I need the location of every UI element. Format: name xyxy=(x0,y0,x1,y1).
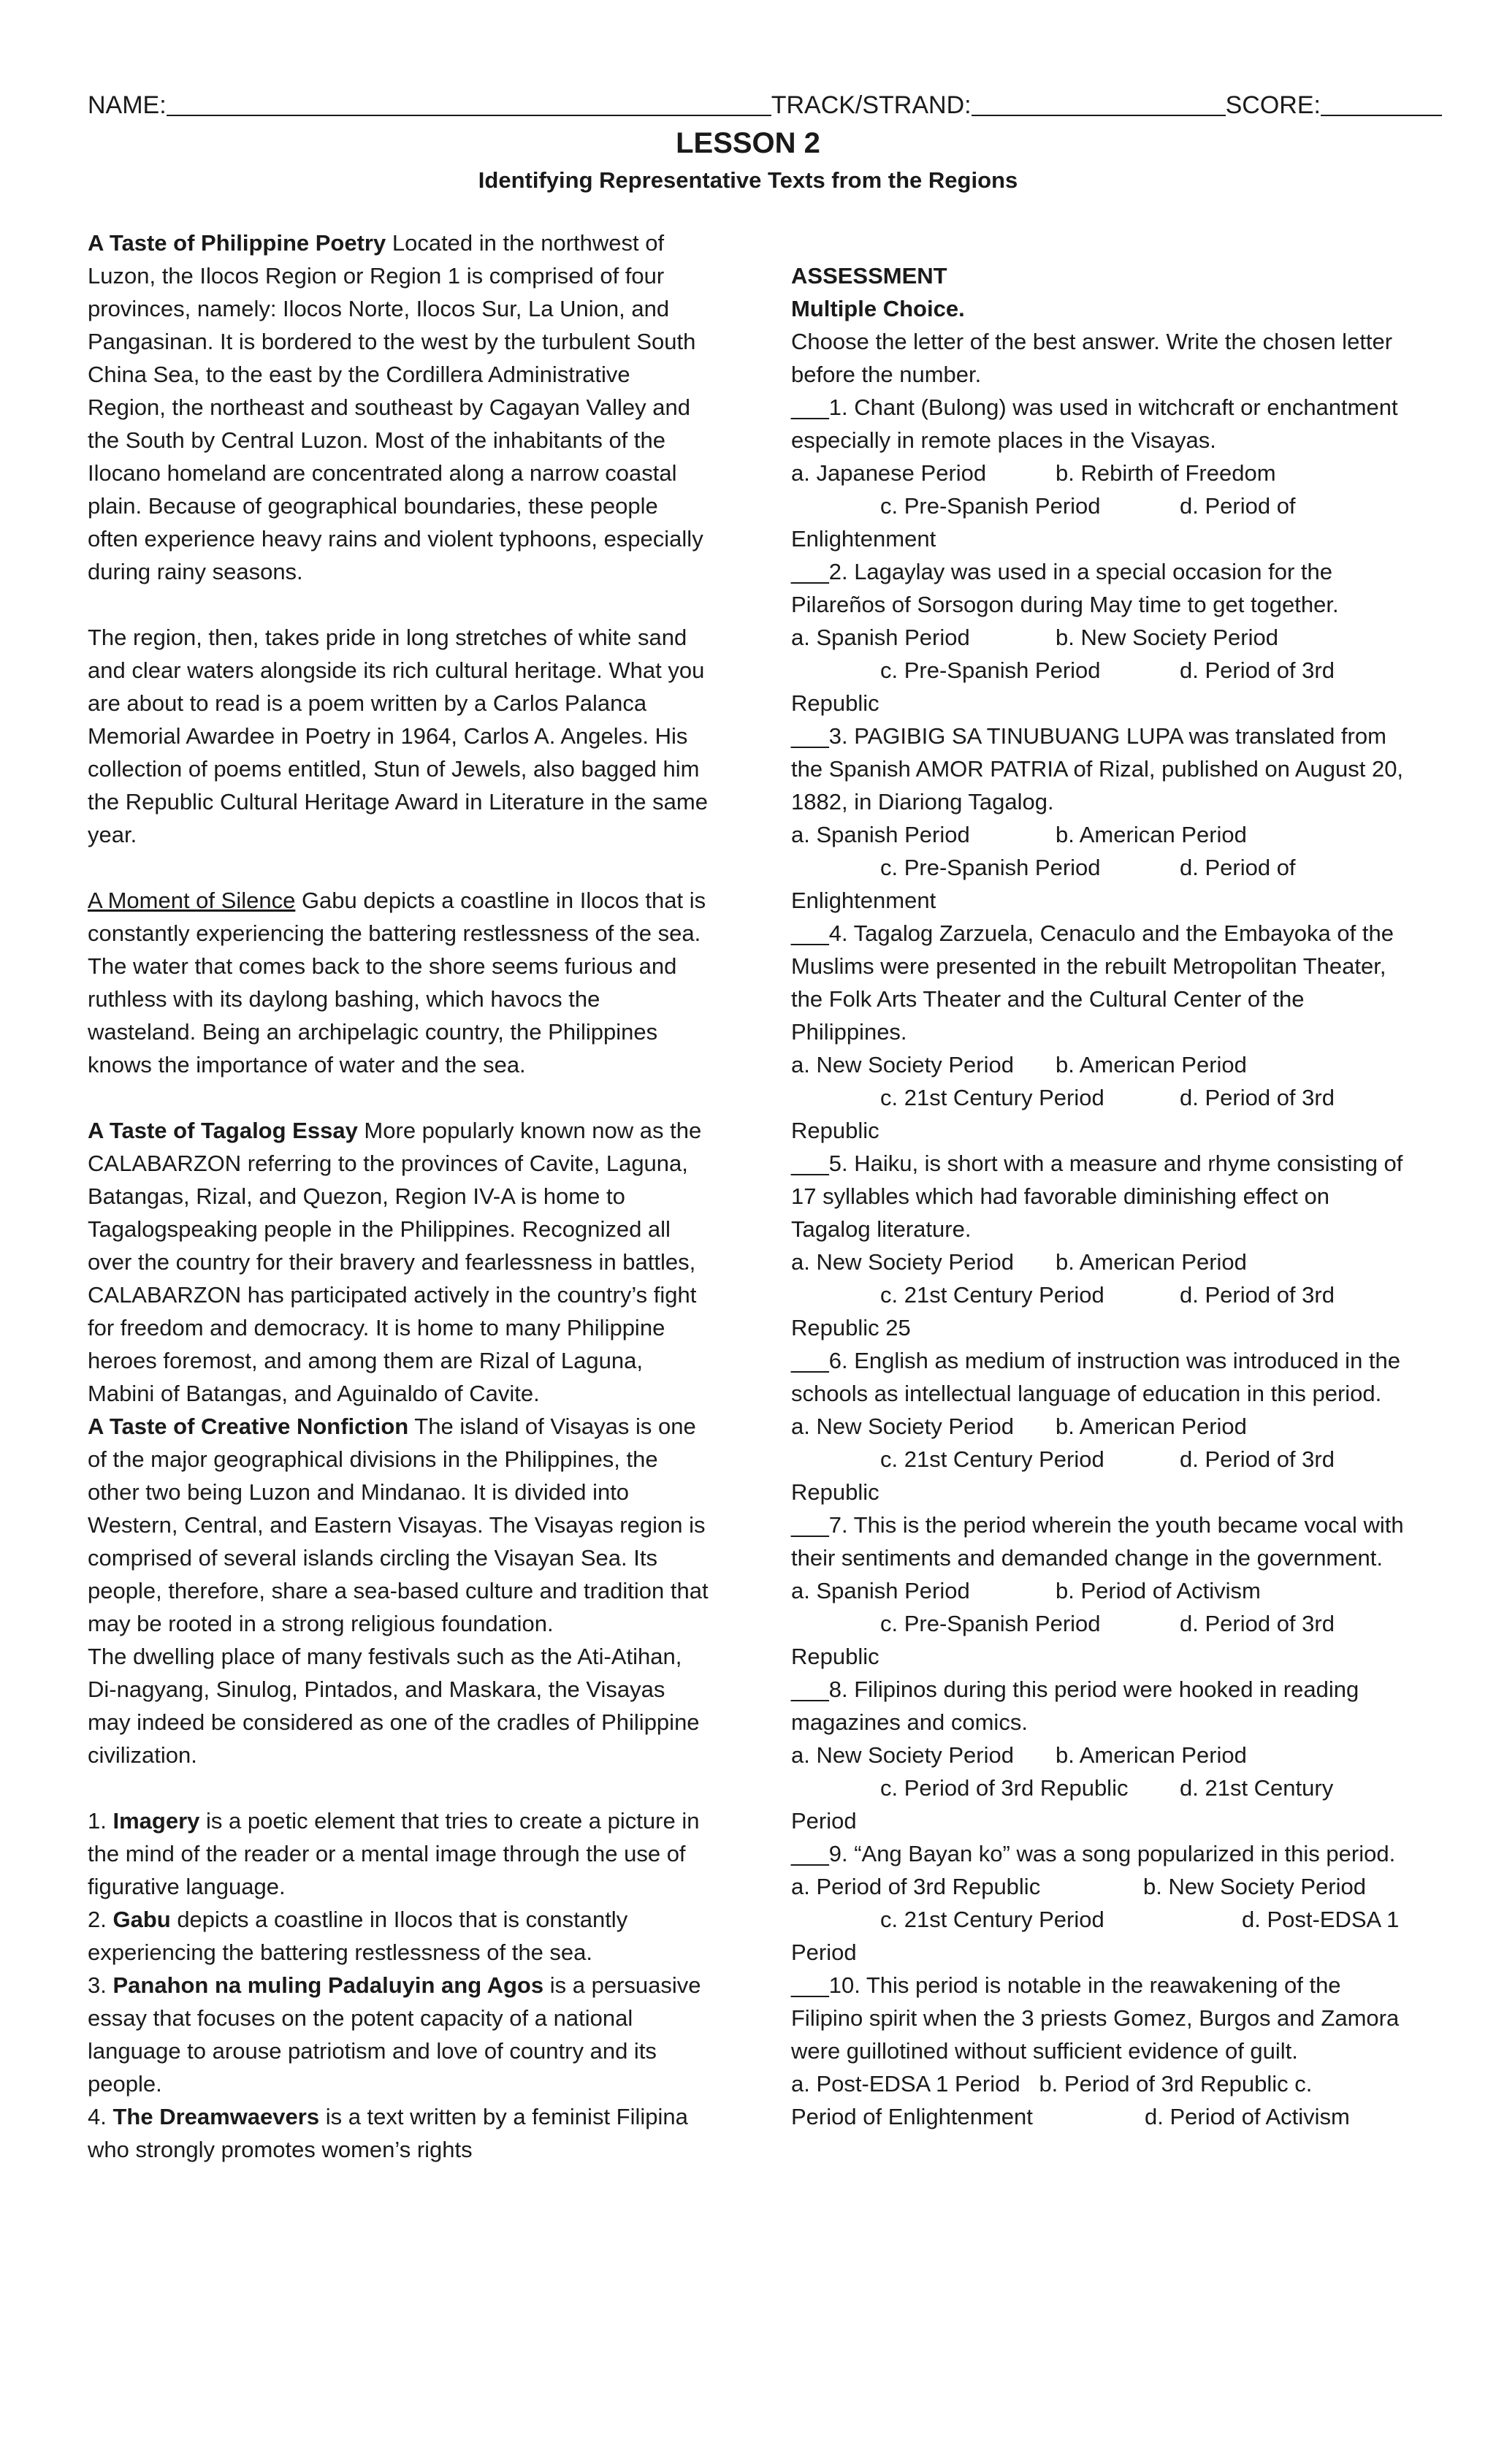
options-ab: a. New Society Period b. American Period xyxy=(791,1742,1247,1768)
essay-paragraph xyxy=(88,1114,709,1410)
poetry-text: Located in the northwest of Luzon, the Ilocos Region or Region 1 is comprised of four provinces, namely: Ilocos Norte, Ilocos Sur, La Union, and Pangasinan. It is bordered to the west by the turbulent South China Sea, to the east by the Cordillera Administrative Region, the northeast and southeast by Cagayan Valley and the South by Central Luzon. Most of the inhabitants of the Ilocano homeland are concentrated along a narrow coastal plain. Because of geographical boundaries, these people often experience heavy rains and violent typhoons, especially during rainy seasons. xyxy=(88,230,703,584)
question-6: ___6. English as medium of instruction was introduced in the schools as intellectual language of education in this period. a. New Society Period b. American Period c. 21st Century Period d. Period of 3rd Republic xyxy=(791,1344,1408,1508)
assessment-heading: ASSESSMENT xyxy=(791,263,947,289)
list-item: 3. Panahon na muling Padaluyin ang Agos is a persuasive essay that focuses on the potent capacity of a national language to arouse patriotism and love of country and its people. xyxy=(88,1972,701,2097)
moment-paragraph xyxy=(88,884,709,1081)
name-blank xyxy=(167,87,771,116)
question-3: ___3. PAGIBIG SA TINUBUANG LUPA was translated from the Spanish AMOR PATRIA of Rizal, published on August 20, 1882, in Diariong Tagalog. a. Spanish Period b. American Period c. Pre-Spanish Period d. Period of Enlightenment xyxy=(791,720,1408,917)
options-ab: a. Spanish Period b. New Society Period xyxy=(791,625,1278,650)
poetry-heading: A Taste of Philippine Poetry xyxy=(88,230,386,256)
options-cd: c. Pre-Spanish Period d. Period of xyxy=(880,855,1296,880)
options-ab: a. Japanese Period b. Rebirth of Freedom xyxy=(791,460,1276,486)
options-cd: c. 21st Century Period d. Period of 3rd xyxy=(880,1282,1335,1308)
question-text: ___5. Haiku, is short with a measure and rhyme consisting of 17 syllables which had favorable diminishing effect on Tagalog literature. xyxy=(791,1151,1403,1242)
options-ab: a. Period of 3rd Republic b. New Society Period xyxy=(791,1874,1366,1899)
question-text: ___4. Tagalog Zarzuela, Cenaculo and the Embayoka of the Muslims were presented in the rebuilt Metropolitan Theater, the Folk Arts Theater and the Cultural Center of the Philippines. xyxy=(791,920,1394,1045)
question-9: ___9. “Ang Bayan ko” was a song popularized in this period. a. Period of 3rd Republic b. New Society Period c. 21st Century Period d. Post-EDSA 1 Period xyxy=(791,1837,1408,1969)
question-text: ___10. This period is notable in the reawakening of the Filipino spirit when the 3 priests Gomez, Burgos and Zamora were guillotined without sufficient evidence of guilt. xyxy=(791,1972,1400,2064)
essay-heading: A Taste of Tagalog Essay xyxy=(88,1118,358,1143)
question-2: ___2. Lagaylay was used in a special occasion for the Pilareños of Sorsogon during May time to get together. a. Spanish Period b. New Society Period c. Pre-Spanish Period d. Period of 3rd Republic xyxy=(791,555,1408,720)
options-cd: c. 21st Century Period d. Period of 3rd xyxy=(880,1446,1335,1472)
track-label: TRACK/STRAND: xyxy=(771,91,972,119)
question-text: ___9. “Ang Bayan ko” was a song popularized in this period. xyxy=(791,1841,1396,1866)
question-4: ___4. Tagalog Zarzuela, Cenaculo and the Embayoka of the Muslims were presented in the rebuilt Metropolitan Theater, the Folk Arts Theater and the Cultural Center of the Philippines. a. New Society Period b. American Period c. 21st Century Period d. Period of 3rd Republic xyxy=(791,917,1408,1147)
question-text: ___7. This is the period wherein the youth became vocal with their sentiments and demanded change in the government. xyxy=(791,1512,1404,1571)
question-10 xyxy=(791,1969,1408,2133)
question-text: ___2. Lagaylay was used in a special occasion for the Pilareños of Sorsogon during May time to get together. xyxy=(791,559,1339,617)
list-item: 1. Imagery is a poetic element that tries to create a picture in the mind of the reader or a mental image through the use of figurative language. xyxy=(88,1808,700,1899)
list-item: 4. The Dreamwaevers is a text written by a feminist Filipina who strongly promotes women’s rights xyxy=(88,2104,688,2162)
multiple-choice-heading: Multiple Choice. xyxy=(791,296,965,321)
options-cd: c. Pre-Spanish Period d. Period of 3rd xyxy=(880,1611,1335,1636)
question-5: ___5. Haiku, is short with a measure and rhyme consisting of 17 syllables which had favorable diminishing effect on Tagalog literature. a. New Society Period b. American Period c. 21st Century Period d. Period of 3rd Republic 25 xyxy=(791,1147,1408,1344)
lesson-title: LESSON 2 xyxy=(676,127,820,159)
question-7: ___7. This is the period wherein the youth became vocal with their sentiments and demanded change in the government. a. Spanish Period b. Period of Activism c. Pre-Spanish Period d. Period of 3rd Republic xyxy=(791,1508,1408,1673)
question-text: ___8. Filipinos during this period were hooked in reading magazines and comics. xyxy=(791,1677,1359,1735)
poetry-paragraph-2: The region, then, takes pride in long stretches of white sand and clear waters alongside its rich cultural heritage. What you are about to read is a poem written by a Carlos Palanca Memorial Awardee in Poetry in 1964, Carlos A. Angeles. His collection of poems entitled, Stun of Jewels, also bagged him the Republic Cultural Heritage Award in Literature in the same year. xyxy=(88,625,708,847)
summary-list xyxy=(88,1804,709,2166)
options-cd: c. 21st Century Period d. Period of 3rd xyxy=(880,1085,1335,1110)
options-line-1: a. Post-EDSA 1 Period b. Period of 3rd Republic c. xyxy=(791,2071,1313,2097)
options-cd: c. Pre-Spanish Period d. Period of 3rd xyxy=(880,657,1335,683)
nonfiction-paragraph-2: The dwelling place of many festivals such as the Ati-Atihan, Di-nagyang, Sinulog, Pintados, and Maskara, the Visayas may indeed be considered as one of the cradles of Philippine civilization. xyxy=(88,1644,700,1768)
name-label: NAME: xyxy=(88,91,167,119)
question-text: ___6. English as medium of instruction was introduced in the schools as intellectual language of education in this period. xyxy=(791,1348,1401,1406)
moment-text: Gabu depicts a coastline in Ilocos that is constantly experiencing the battering restlessness of the sea. The water that comes back to the shore seems furious and ruthless with its daylong bashing, which havocs the wasteland. Being an archipelagic country, the Philippines knows the importance of water and the sea. xyxy=(88,888,706,1077)
right-column xyxy=(791,259,1408,2133)
instructions: Choose the letter of the best answer. Write the chosen letter before the number. xyxy=(791,329,1393,387)
track-blank xyxy=(972,87,1226,116)
options-line-2: Period of Enlightenment d. Period of Activism xyxy=(791,2104,1350,2129)
list-item: 2. Gabu depicts a coastline in Ilocos that is constantly experiencing the battering restlessness of the sea. xyxy=(88,1907,628,1965)
options-cd: c. Period of 3rd Republic d. 21st Century xyxy=(880,1775,1334,1801)
nonfiction-paragraph xyxy=(88,1410,709,1640)
options-cd: c. Pre-Spanish Period d. Period of xyxy=(880,493,1296,519)
nonfiction-text: The island of Visayas is one of the major geographical divisions in the Philippines, the other two being Luzon and Mindanao. It is divided into Western, Central, and Eastern Visayas. The Visayas region is comprised of several islands circling the Visayan Sea. Its people, therefore, share a sea-based culture and tradition that may be rooted in a strong religious foundation. xyxy=(88,1414,709,1636)
lesson-subtitle: Identifying Representative Texts from the Regions xyxy=(478,167,1018,193)
moment-heading: A Moment of Silence xyxy=(88,888,296,913)
options-cd: c. 21st Century Period d. Post-EDSA 1 xyxy=(880,1907,1400,1932)
options-ab: a. New Society Period b. American Period xyxy=(791,1052,1247,1077)
question-1: ___1. Chant (Bulong) was used in witchcraft or enchantment especially in remote places in the Visayas. a. Japanese Period b. Rebirth of Freedom c. Pre-Spanish Period d. Period of Enlightenment xyxy=(791,391,1408,555)
question-8: ___8. Filipinos during this period were hooked in reading magazines and comics. a. New Society Period b. American Period c. Period of 3rd Republic d. 21st Century Period xyxy=(791,1673,1408,1837)
header-fields xyxy=(88,86,1402,124)
options-ab: a. Spanish Period b. American Period xyxy=(791,822,1247,847)
options-ab: a. New Society Period b. American Period xyxy=(791,1414,1247,1439)
essay-text: More popularly known now as the CALABARZON referring to the provinces of Cavite, Laguna, Batangas, Rizal, and Quezon, Region IV-A is home to Tagalogspeaking people in the Philippines. Recognized all over the country for their bravery and fearlessness in battles, CALABARZON has participated actively in the country’s fight for freedom and democracy. It is home to many Philippine heroes foremost, and among them are Rizal of Laguna, Mabini of Batangas, and Aguinaldo of Cavite. xyxy=(88,1118,702,1406)
poetry-paragraph xyxy=(88,226,709,588)
question-text: ___1. Chant (Bulong) was used in witchcraft or enchantment especially in remote places in the Visayas. xyxy=(791,394,1398,453)
score-blank xyxy=(1321,87,1442,116)
question-text: ___3. PAGIBIG SA TINUBUANG LUPA was translated from the Spanish AMOR PATRIA of Rizal, published on August 20, 1882, in Diariong Tagalog. xyxy=(791,723,1404,815)
nonfiction-heading: A Taste of Creative Nonfiction xyxy=(88,1414,409,1439)
left-column xyxy=(88,226,709,2166)
score-label: SCORE: xyxy=(1225,91,1321,119)
options-ab: a. New Society Period b. American Period xyxy=(791,1249,1247,1275)
options-ab: a. Spanish Period b. Period of Activism xyxy=(791,1578,1261,1603)
